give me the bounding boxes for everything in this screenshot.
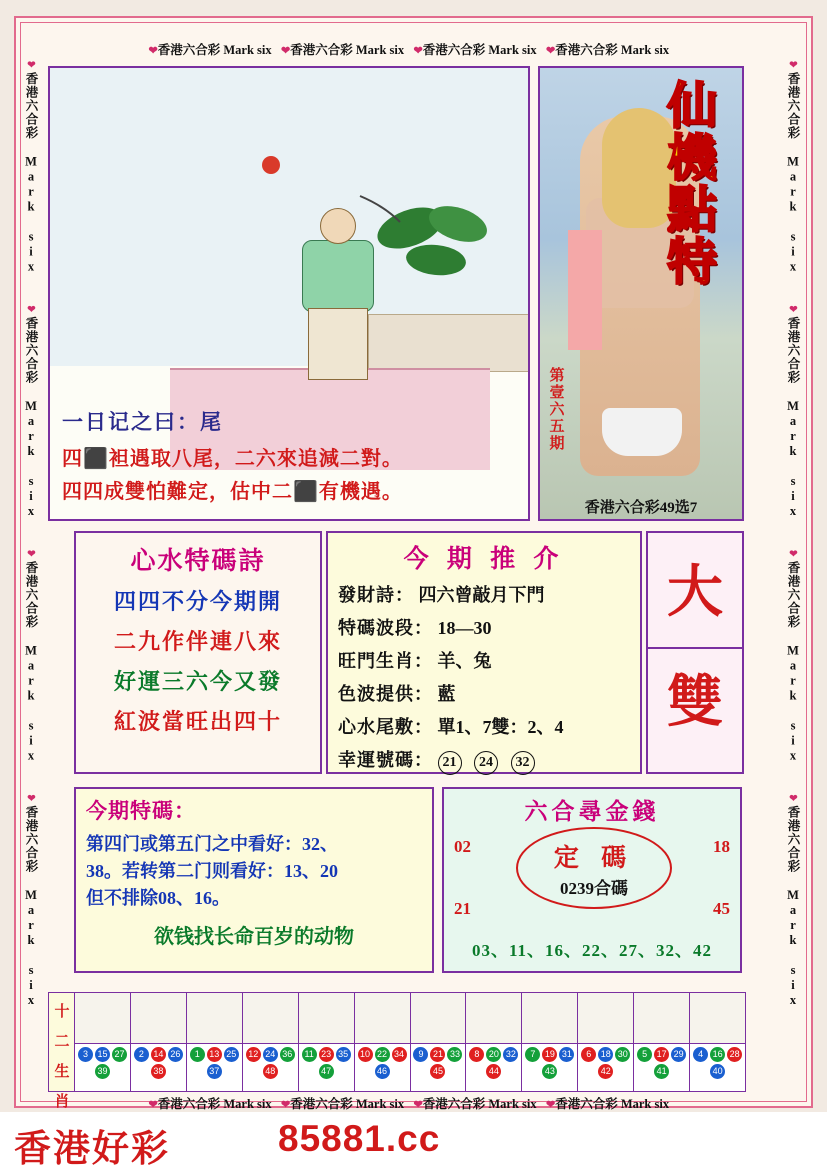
number-ball: 46 [375,1064,390,1079]
poem-top-line2: 四⬛袒遇取八尾，二六來追減二對。 [62,448,403,470]
recommendation-label-5: 心水尾敷： [338,717,433,737]
zodiac-label: 十 二 生 肖 [48,992,76,1092]
zodiac-numbers [299,1044,354,1094]
number-ball: 41 [654,1064,669,1079]
number-ball: 11 [302,1047,317,1062]
goat-icon [466,993,521,1044]
recommendation-value-4: 藍 [437,684,456,704]
photo-panel [538,66,744,521]
sun-icon [262,156,280,174]
lucky-number-2: 24 [474,751,498,775]
number-ball: 10 [358,1047,373,1062]
number-ball: 9 [413,1047,428,1062]
side-marquee-left: ❤香港六合彩 Mark six ❤香港六合彩 Mark six ❤香港六合彩 Mark six ❤香港六合彩 Mark six [24,60,38,1038]
zodiac-numbers [411,1044,466,1094]
number-ball: 43 [542,1064,557,1079]
number-ball: 28 [727,1047,742,1062]
gold-corner-top-right: 18 [713,837,730,856]
number-ball: 31 [559,1047,574,1062]
number-ball: 37 [207,1064,222,1079]
zodiac-numbers [466,1044,521,1094]
recommendation-value-1: 四六曾敲月下門 [418,585,545,605]
special-code-line2: 38。若转第二门则看好：13、20 [86,861,338,881]
number-ball: 32 [503,1047,518,1062]
number-ball: 39 [95,1064,110,1079]
censor-bar [568,230,602,350]
number-ball: 23 [319,1047,334,1062]
number-ball: 44 [486,1064,501,1079]
zodiac-numbers [243,1044,298,1094]
heart-poem-line-2: 二九作伴連八來 [113,629,282,654]
special-code-header: 今期特碼： [86,799,196,823]
title-char-3: 點 [667,182,717,238]
lower-row [48,787,744,982]
number-ball: 2 [134,1047,149,1062]
zodiac-numbers [355,1044,410,1094]
wall-shape [368,314,530,372]
heart-poem-line-4: 紅波當旺出四十 [113,709,282,734]
gold-corner-top-left: 02 [454,837,471,856]
big-char-bottom: 雙 [667,672,723,734]
gold-corner-bottom-left: 21 [454,899,471,918]
gold-ellipse-title: 定 碼 [553,845,635,872]
zodiac-cell-monkey [522,993,578,1091]
big-char-divider [648,647,742,649]
number-ball: 7 [525,1047,540,1062]
number-ball: 40 [710,1064,725,1079]
zodiac-cell-pig [634,993,690,1091]
lucky-number-3: 32 [511,751,535,775]
gold-ellipse-sub: 0239合碼 [560,879,628,898]
recommendation-value-5: 單1、7雙：2、4 [437,717,564,737]
number-ball: 24 [263,1047,278,1062]
zodiac-cell-rooster [578,993,634,1091]
number-ball: 4 [693,1047,708,1062]
recommendation-label-6: 幸運號碼： [338,750,433,770]
gold-ellipse [516,827,672,909]
number-ball: 47 [319,1064,334,1079]
recommendation-label-2: 特碼波段： [338,618,433,638]
poem-top-line3: 四四成雙怕難定，估中二⬛有機遇。 [62,481,403,503]
special-code-footer: 欲钱找长命百岁的动物 [154,926,354,948]
number-ball: 21 [430,1047,445,1062]
recommendation-row-5 [338,713,630,739]
big-char-box [646,531,744,774]
number-ball: 29 [671,1047,686,1062]
recommendation-label-1: 發財詩： [338,585,414,605]
special-code-box [74,787,434,973]
number-ball: 20 [486,1047,501,1062]
number-ball: 3 [78,1047,93,1062]
zodiac-numbers [578,1044,633,1094]
number-ball: 16 [710,1047,725,1062]
figure-legs [308,308,368,380]
dog-icon [411,993,466,1044]
gold-bottom-numbers: 03、11、16、22、27、32、42 [471,941,713,960]
recommendation-header: 今 期 推 介 [403,546,565,573]
number-ball: 18 [598,1047,613,1062]
number-ball: 35 [336,1047,351,1062]
middle-row [48,531,744,781]
tiger-icon [690,993,745,1044]
zodiac-cell-dragon [299,993,355,1091]
rabbit-icon [243,993,298,1044]
recommendation-label-4: 色波提供： [338,684,433,704]
recommendation-value-2: 18—30 [437,618,492,638]
zodiac-cell-rabbit [243,993,299,1091]
zodiac-cell-dog [411,993,467,1091]
number-ball: 19 [542,1047,557,1062]
lucky-number-1: 21 [438,751,462,775]
poem-top-line1: 一日记之曰：尾 [62,410,223,434]
number-ball: 8 [469,1047,484,1062]
banner-text-right: 85881.cc [278,1118,441,1159]
horse-icon [187,993,242,1044]
issue-number: 第 壹 六 五 期 [549,368,565,452]
number-ball: 33 [447,1047,462,1062]
recommendation-value-3: 羊、兔 [437,651,492,671]
gold-box [442,787,742,973]
snake-icon [355,993,410,1044]
dragon-icon [299,993,354,1044]
number-ball: 42 [598,1064,613,1079]
number-ball: 1 [190,1047,205,1062]
number-ball: 45 [430,1064,445,1079]
model-bottom-garment [602,408,682,456]
number-ball: 17 [654,1047,669,1062]
monkey-icon [522,993,577,1044]
number-ball: 14 [151,1047,166,1062]
zodiac-cell-horse [187,993,243,1091]
heart-poem-header: 心水特碼詩 [130,548,266,575]
recommendation-box [326,531,642,774]
recommendation-row-3 [338,647,630,673]
title-char-2: 機 [667,130,717,186]
special-code-line3: 但不排除08、16。 [86,888,230,908]
radish-plant-icon [350,188,510,308]
marquee-top: ❤香港六合彩 Mark six ❤香港六合彩 Mark six ❤香港六合彩 Mark six ❤香港六合彩 Mark six [148,43,679,57]
poem-top-block [48,400,530,521]
number-ball: 27 [112,1047,127,1062]
number-ball: 22 [375,1047,390,1062]
number-ball: 30 [615,1047,630,1062]
number-ball: 15 [95,1047,110,1062]
heart-poem-box [74,531,322,774]
rooster-icon [578,993,633,1044]
number-ball: 25 [224,1047,239,1062]
zodiac-table [74,992,746,1092]
title-char-1: 仙 [667,78,717,134]
zodiac-numbers [522,1044,577,1094]
number-ball: 48 [263,1064,278,1079]
number-ball: 13 [207,1047,222,1062]
number-ball: 5 [637,1047,652,1062]
bottom-banner [0,1112,827,1169]
photo-caption: 香港六合彩49选7 [584,500,698,516]
gold-corner-bottom-right: 45 [713,899,730,918]
magazine-title [648,80,736,288]
number-ball: 34 [392,1047,407,1062]
marquee-bottom: ❤香港六合彩 Mark six ❤香港六合彩 Mark six ❤香港六合彩 Mark six ❤香港六合彩 Mark six [148,1097,679,1111]
big-char-top: 大 [667,562,723,624]
zodiac-cell-tiger [690,993,745,1091]
heart-poem-line-3: 好運三六今又發 [113,669,282,694]
recommendation-row-1 [338,581,630,607]
zodiac-cell-snake [355,993,411,1091]
recommendation-label-3: 旺門生肖： [338,651,433,671]
number-ball: 36 [280,1047,295,1062]
number-ball: 26 [168,1047,183,1062]
zodiac-cell-rat [131,993,187,1091]
number-ball: 38 [151,1064,166,1079]
recommendation-row-6 [338,746,630,775]
recommendation-row-4 [338,680,630,706]
side-marquee-right: ❤香港六合彩 Mark six ❤香港六合彩 Mark six ❤香港六合彩 Mark six ❤香港六合彩 Mark six [786,60,800,1038]
zodiac-cell-ox [75,993,131,1091]
recommendation-row-2 [338,614,630,640]
rat-icon [131,993,186,1044]
banner-text-left: 香港好彩 [14,1129,170,1170]
ox-icon [75,993,130,1044]
gold-box-header: 六合尋金錢 [524,799,660,824]
number-ball: 6 [581,1047,596,1062]
zodiac-numbers [75,1044,130,1094]
zodiac-numbers [690,1044,745,1094]
special-code-line1: 第四门或第五门之中看好：32、 [86,834,338,854]
pig-icon [634,993,689,1044]
zodiac-numbers [187,1044,242,1094]
title-char-4: 特 [667,234,717,290]
zodiac-cell-goat [466,993,522,1091]
zodiac-numbers [634,1044,689,1094]
zodiac-numbers [131,1044,186,1094]
heart-poem-line-1: 四四不分今期開 [113,589,282,614]
number-ball: 12 [246,1047,261,1062]
